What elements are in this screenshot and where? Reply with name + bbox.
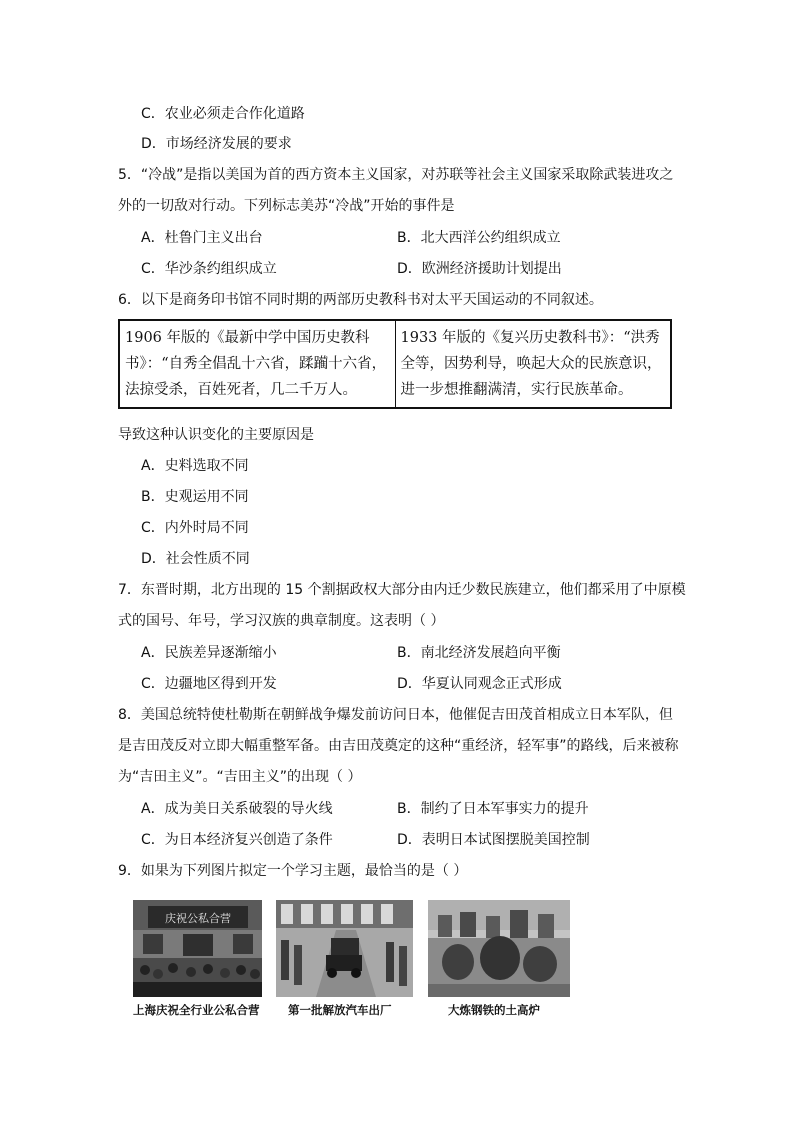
q7-option-a: A．民族差异逐渐缩小 <box>141 645 277 661</box>
q5-option-a: A．杜鲁门主义出台 <box>141 230 263 246</box>
q5-stem-line1: 5．“冷战”是指以美国为首的西方资本主义国家，对苏联等社会主义国家采取除武装进攻之 <box>118 167 674 183</box>
q6-comparison-table <box>118 319 672 409</box>
q6-option-d: D．社会性质不同 <box>141 551 250 567</box>
q5-option-b: B．北大西洋公约组织成立 <box>397 230 561 246</box>
q8-stem-line3: 为“吉田主义”。“吉田主义”的出现（ ） <box>118 769 362 785</box>
q7-stem-line2: 式的国号、年号，学习汉族的典章制度。这表明（ ） <box>118 613 445 629</box>
q6-stem: 6．以下是商务印书馆不同时期的两部历史教科书对太平天国运动的不同叙述。 <box>118 292 603 308</box>
q6-table-right-cell: 1933 年版的《复兴历史教科书》：“洪秀全等，因势利导，唤起大众的民族意识，进一步想推翻满清，实行民族革命。 <box>395 320 671 408</box>
photo2-caption: 第一批解放汽车出厂 <box>288 1003 392 1017</box>
q5-option-c: C．华沙条约组织成立 <box>141 261 277 277</box>
q5-option-d: D．欧洲经济援助计划提出 <box>397 261 562 277</box>
q6-question: 导致这种认识变化的主要原因是 <box>118 427 314 443</box>
q8-option-c: C．为日本经济复兴创造了条件 <box>141 832 333 848</box>
q8-option-b: B．制约了日本军事实力的提升 <box>397 801 589 817</box>
q6-table-left-cell: 1906 年版的《最新中学中国历史教科书》：“自秀全倡乱十六省，蹂躏十六省，法掠受杀，百姓死者，几二千万人。 <box>119 320 395 408</box>
q8-option-a: A．成为美日关系破裂的导火线 <box>141 801 333 817</box>
q4-option-d: D．市场经济发展的要求 <box>141 136 292 152</box>
photo-backyard-furnaces <box>428 900 570 997</box>
q5-stem-line2: 外的一切敌对行动。下列标志美苏“冷战”开始的事件是 <box>118 198 455 214</box>
photo3-caption: 大炼钢铁的土高炉 <box>448 1003 540 1017</box>
photo1-sign-text: 庆祝公私合营 <box>165 912 231 925</box>
q7-stem-line1: 7．东晋时期，北方出现的 15 个割据政权大部分由内迁少数民族建立，他们都采用了中原模 <box>118 582 686 598</box>
q7-option-d: D．华夏认同观念正式形成 <box>397 676 562 692</box>
q7-option-b: B．南北经济发展趋向平衡 <box>397 645 561 661</box>
photo1-caption: 上海庆祝全行业公私合营 <box>133 1003 260 1017</box>
q6-option-a: A．史料选取不同 <box>141 458 249 474</box>
photo-jiefang-trucks <box>276 900 413 997</box>
q8-option-d: D．表明日本试图摆脱美国控制 <box>397 832 590 848</box>
q8-stem-line1: 8．美国总统特使杜勒斯在朝鲜战争爆发前访问日本，他催促吉田茂首相成立日本军队，但 <box>118 707 673 723</box>
q7-option-c: C．边疆地区得到开发 <box>141 676 277 692</box>
q4-option-c: C．农业必须走合作化道路 <box>141 106 305 122</box>
q6-option-b: B．史观运用不同 <box>141 489 249 505</box>
photo-shanghai-celebration <box>133 900 262 997</box>
q9-stem: 9．如果为下列图片拟定一个学习主题，最恰当的是（ ） <box>118 863 468 879</box>
q8-stem-line2: 是吉田茂反对立即大幅重整军备。由吉田茂奠定的这种“重经济，轻军事”的路线，后来被称 <box>118 738 679 754</box>
q6-option-c: C．内外时局不同 <box>141 520 249 536</box>
